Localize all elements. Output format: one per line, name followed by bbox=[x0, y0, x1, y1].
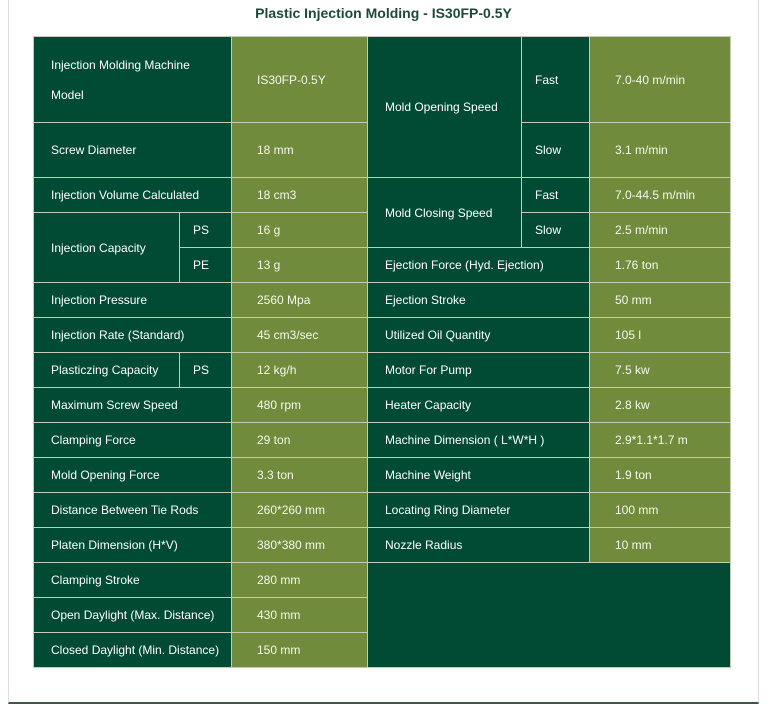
machine-weight-value: 1.9 ton bbox=[590, 458, 731, 493]
empty-cell bbox=[368, 563, 731, 668]
max-screw-speed-value: 480 rpm bbox=[232, 388, 368, 423]
ejection-stroke-value: 50 mm bbox=[590, 283, 731, 318]
table-row bbox=[34, 423, 731, 458]
open-daylight-label: Open Daylight (Max. Distance) bbox=[34, 598, 232, 633]
mold-opening-slow-label: Slow bbox=[522, 123, 590, 178]
plasticizing-ps-label: PS bbox=[180, 353, 232, 388]
open-daylight-value: 430 mm bbox=[232, 598, 368, 633]
table-row bbox=[34, 37, 731, 123]
injection-pressure-value: 2560 Mpa bbox=[232, 283, 368, 318]
machine-weight-label: Machine Weight bbox=[368, 458, 590, 493]
mold-closing-slow-label: Slow bbox=[522, 213, 590, 248]
closed-daylight-value: 150 mm bbox=[232, 633, 368, 668]
mold-opening-fast-label: Fast bbox=[522, 37, 590, 123]
motor-pump-label: Motor For Pump bbox=[368, 353, 590, 388]
model-label-line-1: Injection Molding Machine bbox=[51, 57, 190, 72]
mold-opening-fast-value: 7.0-40 m/min bbox=[590, 37, 731, 123]
ejection-force-label: Ejection Force (Hyd. Ejection) bbox=[368, 248, 590, 283]
oil-quantity-value: 105 l bbox=[590, 318, 731, 353]
table-row bbox=[34, 353, 731, 388]
plasticizing-value: 12 kg/h bbox=[232, 353, 368, 388]
table-row bbox=[34, 178, 731, 213]
mold-closing-fast-label: Fast bbox=[522, 178, 590, 213]
closed-daylight-label: Closed Daylight (Min. Distance) bbox=[34, 633, 232, 668]
spec-table bbox=[33, 36, 731, 668]
machine-dimension-value: 2.9*1.1*1.7 m bbox=[590, 423, 731, 458]
platen-dimension-value: 380*380 mm bbox=[232, 528, 368, 563]
screw-diameter-value: 18 mm bbox=[232, 123, 368, 178]
mold-closing-speed-label: Mold Closing Speed bbox=[368, 178, 522, 248]
model-label bbox=[34, 37, 232, 123]
table-row bbox=[34, 458, 731, 493]
machine-dimension-label: Machine Dimension ( L*W*H ) bbox=[368, 423, 590, 458]
injection-capacity-pe-value: 13 g bbox=[232, 248, 368, 283]
mold-opening-slow-value: 3.1 m/min bbox=[590, 123, 731, 178]
clamping-stroke-value: 280 mm bbox=[232, 563, 368, 598]
injection-rate-value: 45 cm3/sec bbox=[232, 318, 368, 353]
table-row bbox=[34, 283, 731, 318]
max-screw-speed-label: Maximum Screw Speed bbox=[34, 388, 232, 423]
table-row bbox=[34, 563, 731, 598]
locating-ring-label: Locating Ring Diameter bbox=[368, 493, 590, 528]
tie-rods-label: Distance Between Tie Rods bbox=[34, 493, 232, 528]
clamping-force-label: Clamping Force bbox=[34, 423, 232, 458]
injection-capacity-label: Injection Capacity bbox=[34, 213, 180, 283]
injection-capacity-ps-label: PS bbox=[180, 213, 232, 248]
ejection-force-value: 1.76 ton bbox=[590, 248, 731, 283]
injection-capacity-ps-value: 16 g bbox=[232, 213, 368, 248]
injection-volume-label: Injection Volume Calculated bbox=[34, 178, 232, 213]
plasticizing-label: Plasticzing Capacity bbox=[34, 353, 180, 388]
locating-ring-value: 100 mm bbox=[590, 493, 731, 528]
table-row bbox=[34, 528, 731, 563]
motor-pump-value: 7.5 kw bbox=[590, 353, 731, 388]
nozzle-radius-label: Nozzle Radius bbox=[368, 528, 590, 563]
table-row bbox=[34, 388, 731, 423]
mold-closing-fast-value: 7.0-44.5 m/min bbox=[590, 178, 731, 213]
heater-capacity-label: Heater Capacity bbox=[368, 388, 590, 423]
tie-rods-value: 260*260 mm bbox=[232, 493, 368, 528]
ejection-stroke-label: Ejection Stroke bbox=[368, 283, 590, 318]
injection-capacity-pe-label: PE bbox=[180, 248, 232, 283]
injection-rate-label: Injection Rate (Standard) bbox=[34, 318, 232, 353]
screw-diameter-label: Screw Diameter bbox=[34, 123, 232, 178]
clamping-stroke-label: Clamping Stroke bbox=[34, 563, 232, 598]
nozzle-radius-value: 10 mm bbox=[590, 528, 731, 563]
mold-opening-force-label: Mold Opening Force bbox=[34, 458, 232, 493]
oil-quantity-label: Utilized Oil Quantity bbox=[368, 318, 590, 353]
page-title: Plastic Injection Molding - IS30FP-0.5Y bbox=[255, 5, 512, 21]
model-value: IS30FP-0.5Y bbox=[232, 37, 368, 123]
mold-opening-speed-label: Mold Opening Speed bbox=[368, 37, 522, 178]
mold-closing-slow-value: 2.5 m/min bbox=[590, 213, 731, 248]
injection-volume-value: 18 cm3 bbox=[232, 178, 368, 213]
clamping-force-value: 29 ton bbox=[232, 423, 368, 458]
table-row bbox=[34, 493, 731, 528]
heater-capacity-value: 2.8 kw bbox=[590, 388, 731, 423]
model-label-line-2: Model bbox=[51, 87, 84, 102]
mold-opening-force-value: 3.3 ton bbox=[232, 458, 368, 493]
table-row bbox=[34, 318, 731, 353]
platen-dimension-label: Platen Dimension (H*V) bbox=[34, 528, 232, 563]
injection-pressure-label: Injection Pressure bbox=[34, 283, 232, 318]
